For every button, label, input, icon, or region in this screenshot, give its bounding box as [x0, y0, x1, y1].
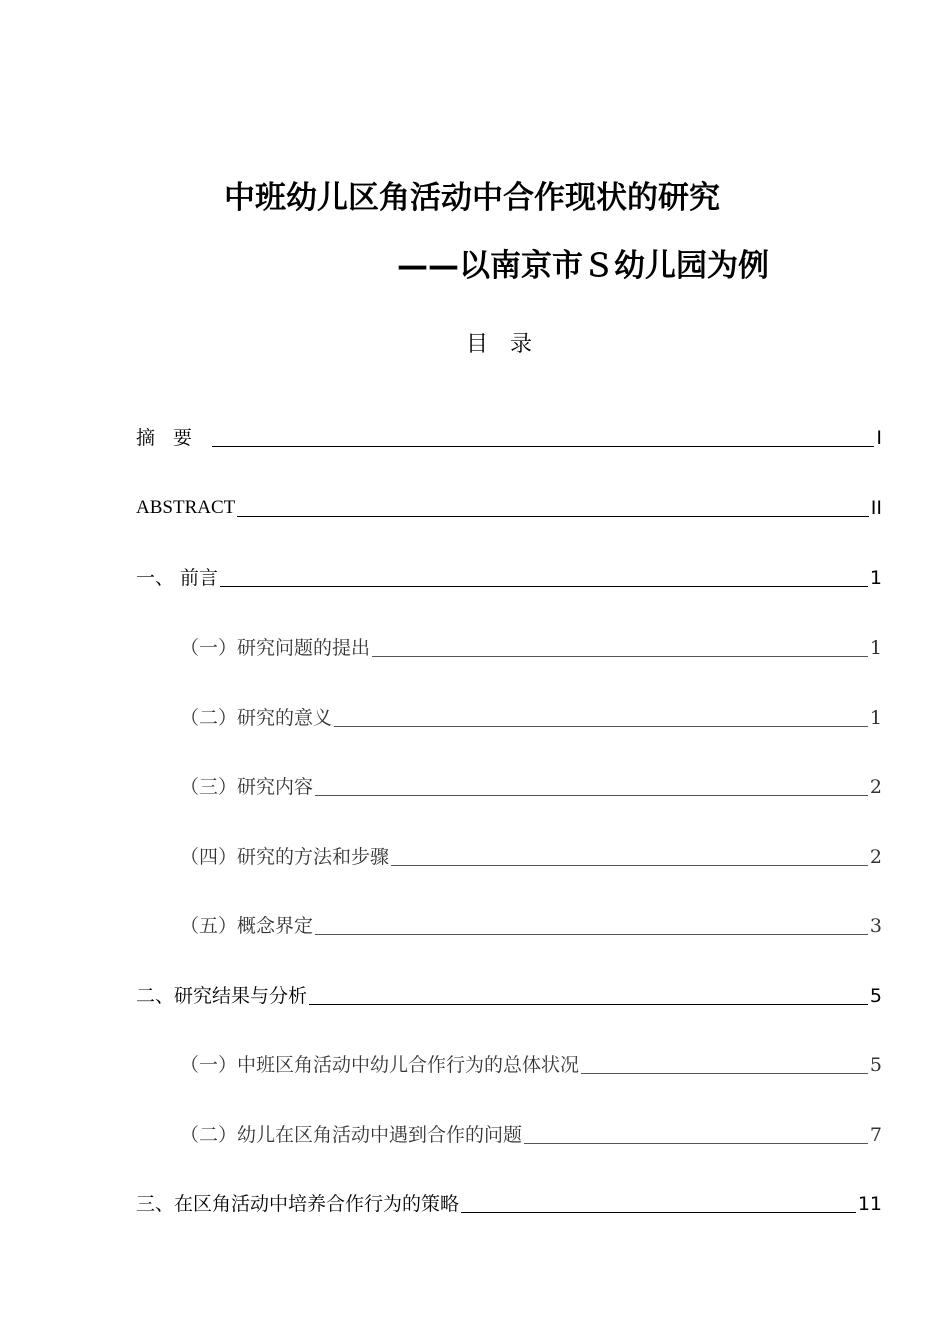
- toc-leader-line: [581, 1072, 868, 1074]
- toc-entry-label: 一、 前言: [136, 567, 219, 589]
- toc-entry-label: （一）中班区角活动中幼儿合作行为的总体状况: [180, 1054, 580, 1076]
- toc-leader-line: [372, 655, 868, 657]
- toc-page-number: 11: [857, 1193, 882, 1215]
- toc-leader-line: [334, 725, 868, 727]
- toc-page-number: 2: [869, 846, 882, 868]
- toc-leader-line: [212, 445, 874, 447]
- toc-entry-label: （三）研究内容: [180, 776, 314, 798]
- toc-heading: 目录: [465, 332, 554, 357]
- document-title: 中班幼儿区角活动中合作现状的研究: [224, 180, 720, 216]
- toc-entry-abstract-cn[interactable]: [136, 418, 882, 450]
- toc-entry-label: （五）概念界定: [180, 915, 314, 937]
- toc-entry-section-1[interactable]: [136, 558, 882, 590]
- toc-entry-section-1-1[interactable]: [180, 628, 882, 660]
- toc-entry-section-1-3[interactable]: [180, 767, 882, 799]
- toc-leader-line: [315, 933, 868, 935]
- toc-entry-label: （二）幼儿在区角活动中遇到合作的问题: [180, 1124, 523, 1146]
- toc-leader-line: [524, 1142, 868, 1144]
- toc-entry-label: ABSTRACT: [136, 497, 236, 518]
- toc-entry-label: 摘要: [136, 427, 211, 449]
- toc-entry-section-1-4[interactable]: [180, 837, 882, 869]
- toc-entry-section-1-2[interactable]: [180, 698, 882, 730]
- toc-entry-label: （一）研究问题的提出: [180, 637, 371, 659]
- toc-entry-label: 三、在区角活动中培养合作行为的策略: [136, 1193, 460, 1215]
- toc-entry-label: （二）研究的意义: [180, 707, 333, 729]
- toc-entry-section-2-2[interactable]: [180, 1115, 882, 1147]
- toc-page-number: 5: [869, 1054, 882, 1076]
- toc-entry-label: （四）研究的方法和步骤: [180, 846, 390, 868]
- toc-leader-line: [315, 794, 868, 796]
- toc-entry-section-2-1[interactable]: [180, 1045, 882, 1077]
- toc-page-number: I: [876, 427, 882, 449]
- toc-leader-line: [461, 1211, 856, 1213]
- toc-entry-section-2[interactable]: [136, 976, 882, 1008]
- toc-leader-line: [391, 864, 868, 866]
- toc-page-number: 2: [869, 776, 882, 798]
- toc-page-number: 7: [869, 1124, 882, 1146]
- toc-page-number: 1: [869, 707, 882, 729]
- toc-entry-section-3[interactable]: [136, 1184, 882, 1216]
- toc-page-number: 3: [869, 915, 882, 937]
- toc-page-number: 5: [869, 985, 882, 1007]
- document-subtitle: ——以南京市Ｓ幼儿园为例: [397, 248, 769, 284]
- toc-page-number: 1: [869, 637, 882, 659]
- toc-page-number: 1: [869, 567, 882, 589]
- toc-entry-label: 二、研究结果与分析: [136, 985, 308, 1007]
- toc-page-number: II: [870, 497, 882, 519]
- toc-leader-line: [220, 585, 868, 587]
- toc-entry-abstract-en[interactable]: [136, 488, 882, 520]
- toc-leader-line: [237, 515, 869, 517]
- toc-entry-section-1-5[interactable]: [180, 906, 882, 938]
- toc-leader-line: [309, 1003, 868, 1005]
